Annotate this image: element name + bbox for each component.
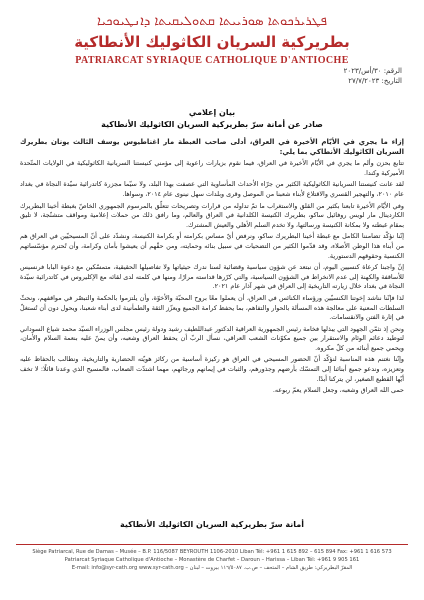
statement-paragraph: لذا فإنّنا نناشد إخوتنا الكنسيّين ورؤساء الكنائس في العراق، أن يعملوا معًا بروح المحبّة والأخوّة، وأن يلتزموا بالحكمة والتبصّر في مواقفهم، ونحثّ السلطات المعنية على معالجة هذه المسألة بالحوار والتفاهم، بما يحفظ كرامة الجميع ويعزّز الثقة والطمأنينة لدى أبناء شعبنا، ويحول دون أن تُستغلّ في إثارة الفتن والانقسامات. [20, 293, 404, 322]
footer-address-line: Siège Patriarcal, Rue de Damas – Musée – B.P. 116/5087 BEYROUTH 1106-2010 Liban Tél: +961 1 615 892 – 615 894 Fax: +961 1 616 573 [32, 549, 392, 555]
statement-paragraph: وفي الأيّام الأخيرة تابعنا بكثير من القلق والاستغراب ما تمّ تداوله من قرارات وتصريحات تتعلّق بالمرسوم الجمهوري الخاصّ بغبطة أخينا البطريرك الكاردينال مار لويس روفائيل ساكو، بطريرك الكنيسة الكلدانية في العراق والعالم، وما رافق ذلك من حملات إعلامية ومواقف متشنّجة، لا تليق بمقام غبطته ولا بمكانة الكنيسة ورسالتها، ولا تخدم السلم الأهلي والعيش المشترك. [20, 201, 404, 229]
headline-title: بيان إعلامي [188, 108, 236, 117]
footer-divider [16, 544, 408, 545]
headline-subtitle: صادر عن أمانة سرّ بطريركية السريان الكاثوليك الأنطاكية [101, 120, 323, 129]
statement-paragraph: ونحن إذ نثمّن الجهود التي يبذلها فخامة رئيس الجمهورية العراقية الدكتور عبداللطيف رشيد ودولة رئيس مجلس الوزراء السيّد محمد شياع السوداني لتوطيد دعائم الوئام والاستقرار بين جميع مكوّنات الشعب العراقي، نسأل الربّ أن يحفظ العراق وشعبه، وأن يمنّ عليه بنعمة السلام والأمان، ويحمي جميع أبنائه من كلّ مكروه. [20, 324, 404, 352]
letterhead-syriac-line: ܦܛܪܝܪܟܘܬܐ ܣܘܪܝܝܬܐ ܩܬܘܠܝܩܝܬܐ ܕܐܢܛܝܘܟܝܐ [97, 14, 327, 29]
signature: أمانة سرّ بطريركية السريان الكاثوليك الأنطاكية [120, 520, 304, 529]
reference-date: التاريخ: ٢٧/٧/٢٠٢٣ [348, 77, 402, 85]
statement-paragraph: إنّنا نؤكّد تضامننا الكامل مع غبطة أخينا البطريرك ساكو، ونرفض أيّ مساس بكرامته أو بكرامة الكنيسة، ونشدّد على أنّ المسيحيّين في العراق هم من أبناء هذا الوطن الأصلاء، وقد قدّموا الكثير من التضحيات في سبيل بنائه وحمايته، ومن حقّهم أن يعيشوا بأمان وكرامة، وأن تُحترم مؤسّساتهم الكنسية وحقوقهم الدستورية. [20, 232, 404, 260]
reference-block [252, 66, 402, 86]
statement-body [20, 138, 404, 398]
statement-paragraph: لقد عانت كنيستنا السريانية الكاثوليكية الكثير من جرّاء الأحداث المأساوية التي عصفت بهذا البلد، ولا سيّما مجزرة كاتدرائية سيّدة النجاة في بغداد عام ٢٠١٠، والتهجير القسري والاقتلاع لأبناء شعبنا من الموصل وقرى وبلدات سهل نينوى عام ٢٠١٤، وسواها. [20, 180, 404, 198]
footer-address-line: Patriarcat Syriaque Catholique d'Antioche – Monastère de Charfet – Daroun – Harissa – Liban Tél: +961 9 905 161 [64, 557, 360, 563]
letterhead [0, 14, 424, 67]
statement-intro: إزاء ما يجري في الأيّام الأخيرة في العراق، أدلى صاحب الغبطة مار اغناطيوس يوسف الثالث يونان بطريرك السريان الكاثوليك الأنطاكي بما يلي: [20, 138, 404, 156]
letterhead-arabic-name: بطريركية السريان الكاثوليك الأنطاكية [74, 33, 350, 51]
letterhead-french-name: PATRIARCAT SYRIAQUE CATHOLIQUE D'ANTIOCHE [75, 55, 349, 66]
statement-paragraph: إنّ واجبنا كرعاة كنسيين اليوم، أن نبتعد عن شؤون سياسية وقضائية لسنا ندرك حيثياتها ولا تفاصيلها الحقيقية، متمسّكين مع دعوة البابا فرنسيس للأساقفة والكهنة إلى عدم الانخراط في الشؤون السياسية، والتي كرّرها قداسته مرارًا، ومنها في كلمته لدى لقائه مع الإكليروس في كاتدرائية سيّدة النجاة في بغداد خلال زيارته التاريخية إلى العراق في شهر آذار عام ٢٠٢١. [20, 263, 404, 291]
statement-paragraph: تتابع بحزن وألم ما يجري في الأيّام الأخيرة في العراق، فيما نقوم بزيارات راعوية إلى مؤمني كنيستنا السريانية الكاثوليكية في الولايات المتّحدة الأميركية وكندا. [20, 159, 404, 177]
footer [12, 548, 412, 572]
reference-number: الرقم: ٣٠/أس/٢٠٢٣ [343, 67, 402, 75]
statement-paragraph: حمى الله العراق وشعبه، وجعل السلام يعمّ ربوعه. [272, 386, 404, 395]
footer-arabic-line: المقرّ البطريركي: طريق الشام – المتحف – ص.ب. ١١٦/٥٠٨٧ بيروت – لبنان – E-mail: info@syr-cath.org www.syr-cath.org [71, 565, 353, 571]
statement-paragraph: وإنّنا نغتنم هذه المناسبة لنؤكّد أنّ الحضور المسيحي في العراق هو ركيزة أساسية من ركائز هويّته الحضارية والتاريخية، ونطالب بالحفاظ عليه وتعزيزه، وندعو جميع أبنائنا إلى التمسّك بأرضهم وجذورهم، والثبات في إيمانهم ورجائهم، مهما اشتدّت الصعاب، فالمسيح الذي وعدنا قائلًا: لا تخف أيّها القطيع الصغير، لن يتركنا أبدًا. [20, 355, 404, 383]
